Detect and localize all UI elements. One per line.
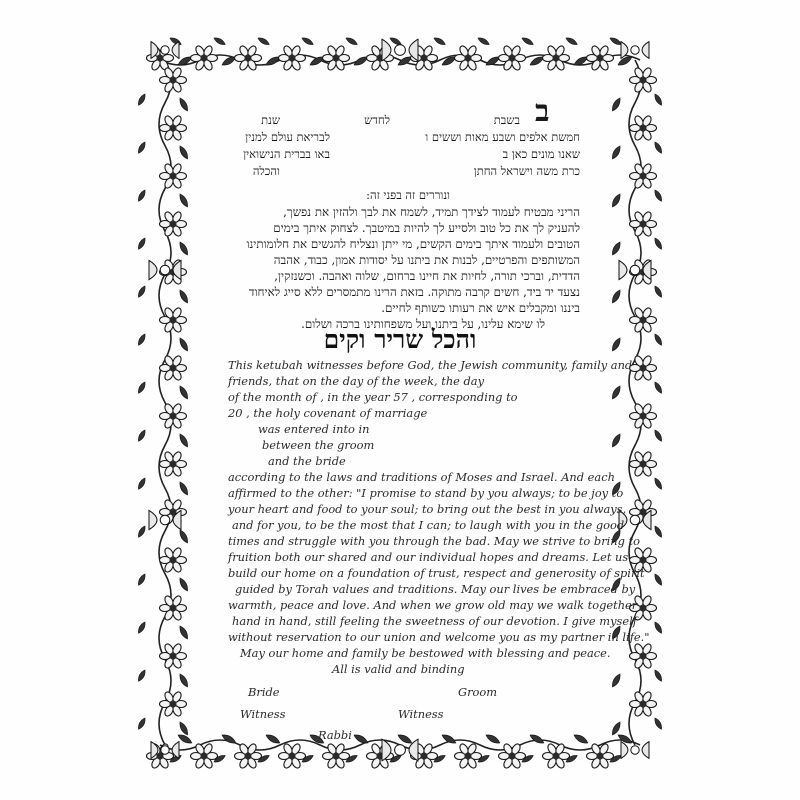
hebrew-date-line-4-left: והכלה	[252, 164, 280, 178]
english-line-15: guided by Torah values and traditions. May our lives be embraced by	[235, 582, 636, 596]
english-line-11: and for you, to be the most that I can; to laugh with you in the good	[232, 518, 625, 532]
english-line-2: friends, that on the day of the week, the day	[228, 374, 485, 388]
signature-witness-left-label: Witness	[240, 707, 286, 721]
hebrew-body-line-5: הדדית, וברכי תורה, לחיות את חיינו ברחום, שלוה ואהבה. וכשנזקין,	[274, 269, 580, 283]
english-line-1: This ketubah witnesses before God, the Jewish community, family and	[228, 358, 633, 372]
english-line-14: build our home on a foundation of trust, respect and generosity of spirit	[228, 566, 645, 580]
hebrew-intro-line: ונוררים זה בפני זה:	[366, 188, 450, 202]
english-line-20: All is valid and binding	[332, 662, 465, 676]
english-line-8: according to the laws and traditions of Moses and Israel. And each	[228, 470, 615, 484]
hebrew-date-word-1: בשבת	[493, 113, 520, 127]
english-line-6: between the groom	[262, 438, 375, 452]
english-line-4: 20 , the holy covenant of marriage	[228, 406, 428, 420]
english-line-16: warmth, peace and love. And when we grow old may we walk together	[228, 598, 638, 612]
hebrew-body-line-6: נצעד יד ביד, חשים קרבה מתוקה. בזאת הרינו מתמסרים ללא סייג לאיחוד	[248, 285, 580, 299]
english-line-19: May our home and family be bestowed with blessing and peace.	[240, 646, 611, 660]
english-line-5: was entered into in	[258, 422, 370, 436]
english-line-12: times and struggle with you through the bad. May we strive to bring to	[228, 534, 640, 548]
hebrew-date-line-3-left: באו בברית הנישואין	[243, 147, 330, 161]
english-line-13: fruition both our shared and our individual hopes and dreams. Let us	[228, 550, 629, 564]
hebrew-date-line-2-left: לבריאת עולם למנין	[245, 130, 330, 144]
hebrew-body-line-3: הטובים ולעמוד איתך בימים הקשים, מי ייתן ונצליח להגשים את חלומותינו	[246, 237, 580, 251]
hebrew-body-line-7: ביננו ומקבלים איש את רעותו כשותף לחיים.	[381, 301, 580, 315]
hebrew-date-word-3: שנת	[261, 113, 280, 127]
english-line-17: hand in hand, still feeling the sweetness of our devotion. I give myself	[232, 614, 637, 628]
signature-rabbi-label: Rabbi	[318, 728, 352, 742]
english-line-10: your heart and food to your soul; to bring out the best in you always,	[228, 502, 627, 516]
english-line-3: of the month of , in the year 57 , corresponding to	[228, 390, 518, 404]
hebrew-title: והכל שריר וקים	[323, 325, 477, 354]
hebrew-body-line-4: המשותפים והפרטיים, לבנות את ביתנו על יסודות אמון, כבוד, אהבה	[273, 253, 580, 267]
hebrew-date-line-2-right: חמשת אלפים ושבע מאות וששים ו	[425, 130, 580, 144]
hebrew-date-line-4-right: כרת משה וישראל החתן	[473, 164, 580, 178]
hebrew-date-line-3-right: שאנו מונים כאן ב	[502, 147, 580, 161]
hebrew-body-line-2: להעניק לך את כל טוב ולסייע לך להיות במיטבך. לצחוק איתך בימים	[273, 221, 580, 235]
hebrew-body-line-1: הריני מבטיח לעמוד לצידך תמיד, לשמח את לבך ולהזין את נפשך,	[283, 205, 580, 219]
hebrew-date-word-2: לחדש	[364, 113, 390, 127]
english-line-9: affirmed to the other: "I promise to stand by you always; to be joy to	[228, 486, 624, 500]
english-line-7: and the bride	[268, 454, 346, 468]
signature-groom-label: Groom	[458, 685, 498, 699]
signature-witness-right-label: Witness	[398, 707, 444, 721]
hebrew-body-line-8: לו שימא עלינו, על ביתנו ועל משפחותינו ברכה ושלום.	[301, 317, 545, 331]
english-line-18: without reservation to our union and welcome you as my partner in life."	[228, 630, 650, 644]
hebrew-bet-letter: ב	[535, 94, 550, 129]
signature-bride-label: Bride	[248, 685, 280, 699]
